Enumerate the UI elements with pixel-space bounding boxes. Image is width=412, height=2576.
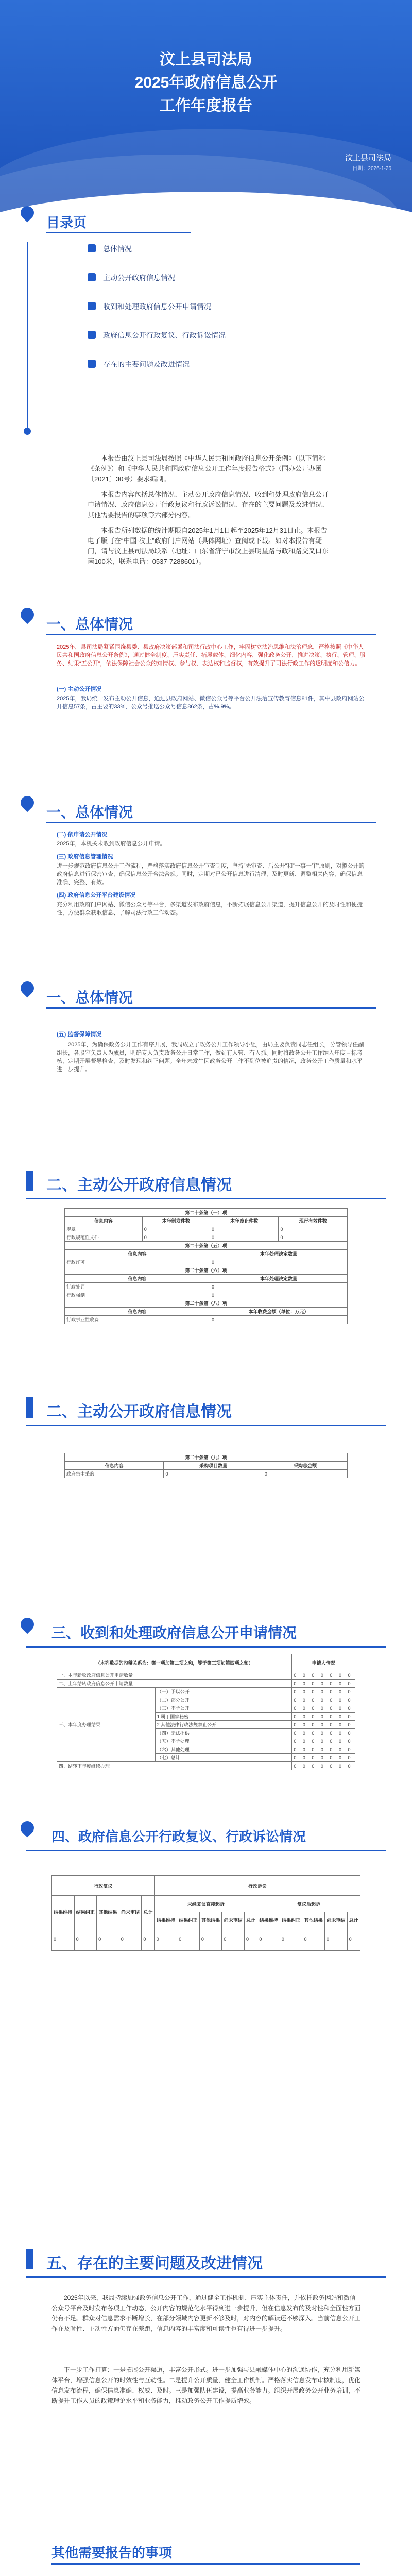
section-1c-text: 2025年，为确保政务公开工作有序开展，我局成立了政务公开工作领导小组，由局主要负责同志任组长，分管领导任副组长，各股室负责人为成员，明确专人负责政务公开日常工作，做到有人管、有人抓。同时将政务公开工作纳入年度目标考核，定期开展督导检查，及时发现和纠正问题。全年未发生因政务公开工作不到位被追责的情况，政务公开工作质量和水平进一步提升。 bbox=[57, 1042, 364, 1073]
table-cell: 0 bbox=[210, 1283, 348, 1291]
table-header: 尚未审结 bbox=[325, 1912, 348, 1928]
section-5-bar bbox=[26, 2249, 33, 2269]
cover-title-2: 2025年政府信息公开 bbox=[134, 74, 278, 91]
section-2b-rule bbox=[26, 1425, 386, 1426]
table-header: 信息内容 bbox=[65, 1217, 143, 1225]
applications-table: （本列数据的勾稽关系为：第一项加第二项之和，等于第三项加第四项之和） 申请人情况 一、本年新收政府信息公开申请数量 0 0 0 0 0 0 0 二、上年结转政府信息公开申请数量 0 0 0 0 0 0 0 三、本年度办理结果 （一）予以公开 0 0 0 0 0 0 0 （二）部分公开 0 0 0 0 0 0 0 （三）不予公开 0 0 0 0 0 0 0 1.属于国家秘密 0 0 0 0 0 0 0 2.其他法律行政法规禁止公开 0 0 0 0 0 0 0 （四）无法提供 0 0 0 0 0 0 0 （五）不予处理 0 0 0 0 0 0 0 （六）其他处理 0 0 0 0 0 0 0 （七）总计 0 0 0 0 0 0 0 四、结转下年度继续办理 0 0 0 0 0 0 0 bbox=[57, 1654, 355, 1770]
section-3-rule bbox=[26, 1646, 386, 1648]
cover-title-3: 工作年度报告 bbox=[160, 97, 252, 114]
table-cell: 1.属于国家秘密 bbox=[155, 1713, 292, 1721]
section-1-red-text: 2025年，县司法局紧紧围绕县委、县政府决策部署和司法行政中心工作，牢固树立法治思维和法治理念，严格按照《中华人民共和国政府信息公开条例》，通过健全制度、压实责任、拓展载体、细化内容，强化政务公开，推进决策、执行、管理、服务、结果“五公开”，依法保障社会公众的知情权、参与权、表达权和监督权，有效提升了司法行政工作的透明度和公信力。 bbox=[57, 644, 366, 667]
section-5-title: 五、存在的主要问题及改进情况 bbox=[46, 2255, 263, 2272]
table-header: 结果维持 bbox=[52, 1896, 75, 1928]
table-cell: 0 bbox=[325, 1928, 348, 1951]
table-cell: 0 bbox=[177, 1928, 200, 1951]
table-caption: 第二十条第（一）项 bbox=[65, 1209, 348, 1217]
table-header: 本年处理决定数量 bbox=[210, 1250, 348, 1258]
table-cell: 0 bbox=[52, 1928, 75, 1951]
toc-item-1[interactable]: 总体情况 bbox=[103, 245, 132, 253]
location-pin-icon bbox=[18, 605, 37, 624]
toc-icon-3 bbox=[88, 302, 96, 310]
table-cell: 二、上年结转政府信息公开申请数量 bbox=[57, 1680, 292, 1688]
section-1b-text-3: 充分利用政府门户网站、微信公众号等平台，多渠道发布政府信息，不断拓展信息公开渠道，提升信息公开的及时性和便捷性，方便群众获取信息、了解司法行政工作动态。 bbox=[57, 902, 363, 916]
table-cell: 0 bbox=[280, 1928, 302, 1951]
table-cell: 0 bbox=[142, 1928, 154, 1951]
section-2-bar bbox=[26, 1171, 33, 1191]
table-cell: 行政处罚 bbox=[65, 1283, 210, 1291]
table-cell: 行政许可 bbox=[65, 1258, 210, 1266]
cover-banner bbox=[0, 0, 412, 227]
intro-paragraph-3: 本报告所列数据的统计期限自2025年1月1日起至2025年12月31日止。本报告电子版可在“中国·汶上”政府门户网站（具体网址）查阅或下载。如对本报告有疑问，请与汶上县司法局联系（地址：山东省济宁市汶上县明星路与政和路交叉口东南100米，联系电话：0537-7288601）。 bbox=[88, 527, 329, 565]
table-20-9 bbox=[64, 1453, 348, 1478]
table-cell: 0 bbox=[142, 1225, 210, 1233]
section-4-table-area bbox=[52, 1875, 360, 1951]
table-cell: 行政强制 bbox=[65, 1291, 210, 1299]
section-1b-text-1: 2025年，本机关未收到政府信息公开申请。 bbox=[57, 841, 166, 847]
table-cell: 0 bbox=[302, 1928, 325, 1951]
section-1b-sub-1: (二) 依申请公开情况 bbox=[57, 832, 108, 838]
toc-icon-5 bbox=[88, 360, 96, 368]
table-cell: 0 bbox=[263, 1470, 347, 1478]
table-header: 结果纠正 bbox=[177, 1912, 200, 1928]
table-cell: 0 bbox=[258, 1928, 280, 1951]
table-header: 本年废止件数 bbox=[210, 1217, 279, 1225]
review-litigation-table bbox=[52, 1875, 360, 1951]
table-cell: （七）总计 bbox=[155, 1754, 292, 1762]
table-header: 总计 bbox=[142, 1896, 154, 1928]
toc-rule bbox=[46, 232, 191, 233]
table-cell: 规章 bbox=[65, 1225, 143, 1233]
table-cell: 0 bbox=[154, 1928, 177, 1951]
table-cell: 0 bbox=[279, 1233, 348, 1242]
cover-org: 汶上县司法局 bbox=[345, 154, 391, 162]
section-1c-sub: (五) 监督保障情况 bbox=[57, 1031, 102, 1038]
section-4-title: 四、政府信息公开行政复议、行政诉讼情况 bbox=[52, 1829, 306, 1844]
table-header: 未经复议直接起诉 bbox=[154, 1896, 258, 1912]
table-cell: 0 bbox=[164, 1470, 263, 1478]
table-cell: （二）部分公开 bbox=[155, 1696, 292, 1704]
table-cell: （一）予以公开 bbox=[155, 1688, 292, 1696]
table-header: 结果纠正 bbox=[74, 1896, 97, 1928]
table-header: 其他结果 bbox=[302, 1912, 325, 1928]
toc-item-5[interactable]: 存在的主要问题及改进情况 bbox=[103, 360, 190, 368]
table-caption: 第二十条第（八）项 bbox=[65, 1299, 348, 1308]
section-3-table-area bbox=[57, 1654, 355, 1770]
intro-paragraph-2: 本报告内容包括总体情况、主动公开政府信息情况、收到和处理政府信息公开申请情况、政府信息公开行政复议和行政诉讼情况、存在的主要问题及改进情况、其他需要报告的事项等六部分内容。 bbox=[88, 490, 329, 519]
section-1c-title: 一、总体情况 bbox=[46, 990, 133, 1006]
table-cell: 一、本年新收政府信息公开申请数量 bbox=[57, 1671, 292, 1680]
section-2b-title: 二、主动公开政府信息情况 bbox=[46, 1403, 232, 1420]
table-header: 本年收费金额（单位：万元） bbox=[210, 1308, 348, 1316]
table-cell: 0 bbox=[279, 1225, 348, 1233]
table-header: 行政诉讼 bbox=[154, 1876, 360, 1896]
table-cell: 0 bbox=[210, 1258, 348, 1266]
section-2-table-area bbox=[64, 1208, 348, 1324]
table-header: 采购总金额 bbox=[263, 1462, 347, 1470]
table-header: 申请人情况 bbox=[292, 1654, 355, 1671]
table-cell: 三、本年度办理结果 bbox=[57, 1688, 156, 1762]
toc-icon-1 bbox=[88, 244, 96, 252]
toc-heading: 目录页 bbox=[46, 215, 87, 230]
section-2b-bar bbox=[26, 1397, 33, 1418]
table-cell: （六）其他处理 bbox=[155, 1745, 292, 1754]
toc-sidebar-line bbox=[27, 242, 28, 428]
location-pin-icon bbox=[18, 1819, 37, 1838]
section-1b-sub-3: (四) 政府信息公开平台建设情况 bbox=[57, 892, 136, 899]
table-header: 采购项目数量 bbox=[164, 1462, 263, 1470]
table-header: 信息内容 bbox=[65, 1462, 164, 1470]
section-5-paragraph-2: 下一步工作打算：一是拓展公开渠道，丰富公开形式。进一步加强与县融媒体中心的沟通协作，充分利用新媒体平台，增强信息公开的时效性与互动性。二是提升公开质量，健全工作机制。严格落实信息发布审核制度，优化信息发布流程，确保信息准确、权威、及时。三是加强队伍建设，提高业务能力。组织开展政务公开业务培训，不断提升工作人员的政策理论水平和业务能力，推动政务公开工作提质增效。 bbox=[52, 2366, 361, 2404]
table-caption: 第二十条第（五）项 bbox=[65, 1242, 348, 1250]
section-1b-text-2: 进一步规范政府信息公开工作流程，严格落实政府信息公开审查制度，坚持“先审查、后公开”和“一事一审”原则，对拟公开的政府信息进行保密审查，确保信息公开合法合规。同时，定期对已公开信息进行清理，及时更新、调整相关内容，确保信息准确、完整、有效。 bbox=[57, 863, 365, 886]
section-3-title: 三、收到和处理政府信息公开申请情况 bbox=[52, 1625, 297, 1641]
toc-icon-4 bbox=[88, 331, 96, 339]
section-1-blue-text: 2025年，我局统一发布主动公开信息，通过县政府网站、微信公众号等平台公开法治宣传教育信息81件，其中县政府网站公开信息57条，占主要的33%，公众号推送公众号信息862条，占%.9%。 bbox=[57, 696, 365, 710]
table-cell: 0 bbox=[222, 1928, 245, 1951]
toc-item-4[interactable]: 政府信息公开行政复议、行政诉讼情况 bbox=[103, 331, 226, 340]
table-header: 尚未审结 bbox=[119, 1896, 142, 1928]
table-cell: 0 bbox=[142, 1233, 210, 1242]
table-cell: 0 bbox=[210, 1233, 279, 1242]
section-5-paragraph-1: 2025年以来，我局持续加强政务信息公开工作，通过健全工作机制、压实主体责任，并依托政务网站和微信公众号平台及时发布各项工作动态，公开内容的规范化水平得到进一步提升，但在信息发布的及时性和全面性方面仍有不足。群众对信息需求不断增长，在部分领域内容更新不够及时，对内容的解读还不够深入。当前信息公开工作在及时性、主动性方面仍存在差距，信息内容的丰富度和可读性也有待进一步提升。 bbox=[52, 2294, 361, 2332]
table-header: 信息内容 bbox=[65, 1308, 210, 1316]
table-cell: 四、结转下年度继续办理 bbox=[57, 1762, 292, 1770]
toc-icon-2 bbox=[88, 273, 96, 281]
table-header: 总计 bbox=[347, 1912, 360, 1928]
table-cell: 0 bbox=[97, 1928, 119, 1951]
cover-date: 日期：2026-1-26 bbox=[352, 166, 391, 172]
table-20-1 bbox=[64, 1208, 348, 1324]
cover-title-1: 汶上县司法局 bbox=[160, 51, 252, 68]
table-cell: 0 bbox=[210, 1225, 279, 1233]
table-cell: 0 bbox=[244, 1928, 257, 1951]
table-header: 信息内容 bbox=[65, 1275, 210, 1283]
section-1b-title: 一、总体情况 bbox=[46, 804, 133, 820]
location-pin-icon bbox=[18, 1615, 37, 1634]
table-header: 总计 bbox=[244, 1912, 257, 1928]
table-header: 本年制发件数 bbox=[142, 1217, 210, 1225]
table-cell: 0 bbox=[347, 1928, 360, 1951]
section-6-title: 其他需要报告的事项 bbox=[52, 2545, 173, 2561]
table-header: 本年处理决定数量 bbox=[210, 1275, 348, 1283]
section-2-rule bbox=[26, 1198, 386, 1199]
table-cell: 0 bbox=[199, 1928, 222, 1951]
section-1b-sub-2: (三) 政府信息管理情况 bbox=[57, 854, 113, 860]
section-1b-rule bbox=[46, 822, 376, 823]
section-1-rule bbox=[46, 634, 376, 635]
table-cell: 0 bbox=[119, 1928, 142, 1951]
table-cell: （五）不予处理 bbox=[155, 1737, 292, 1745]
location-pin-icon bbox=[18, 979, 37, 998]
table-cell: （三）不予公开 bbox=[155, 1704, 292, 1713]
section-4-rule bbox=[26, 1850, 386, 1851]
table-header: （本列数据的勾稽关系为：第一项加第二项之和，等于第三项加第四项之和） bbox=[57, 1654, 292, 1671]
location-pin-icon bbox=[18, 793, 37, 812]
section-1c-rule bbox=[46, 1007, 376, 1009]
table-cell: 0 bbox=[74, 1928, 97, 1951]
toc-item-3[interactable]: 收到和处理政府信息公开申请情况 bbox=[103, 302, 211, 311]
table-caption: 第二十条第（九）项 bbox=[65, 1453, 348, 1462]
table-header: 尚未审结 bbox=[222, 1912, 245, 1928]
table-caption: 第二十条第（六）项 bbox=[65, 1266, 348, 1275]
section-2b-table-area bbox=[64, 1453, 348, 1478]
table-cell: 行政规范性文件 bbox=[65, 1233, 143, 1242]
table-cell: 2.其他法律行政法规禁止公开 bbox=[155, 1721, 292, 1729]
table-header: 结果纠正 bbox=[280, 1912, 302, 1928]
section-5-rule bbox=[26, 2276, 386, 2278]
table-cell: （四）无法提供 bbox=[155, 1729, 292, 1737]
table-cell: 政府集中采购 bbox=[65, 1470, 164, 1478]
intro-paragraph-1: 本报告由汶上县司法局按照《中华人民共和国政府信息公开条例》（以下简称《条例》）和《中华人民共和国政府信息公开工作年度报告格式》（国办公开办函〔2021〕30号）要求编制。 bbox=[88, 454, 325, 483]
table-header: 结果维持 bbox=[258, 1912, 280, 1928]
table-header: 其他结果 bbox=[97, 1896, 119, 1928]
table-header: 结果维持 bbox=[154, 1912, 177, 1928]
section-2-title: 二、主动公开政府信息情况 bbox=[46, 1177, 232, 1194]
table-cell: 0 bbox=[210, 1291, 348, 1299]
section-1-title: 一、总体情况 bbox=[46, 616, 133, 632]
table-header: 行政复议 bbox=[52, 1876, 155, 1896]
toc-item-2[interactable]: 主动公开政府信息情况 bbox=[103, 274, 175, 282]
table-cell: 行政事业性收费 bbox=[65, 1316, 210, 1324]
table-header: 现行有效件数 bbox=[279, 1217, 348, 1225]
section-6-rule bbox=[52, 2563, 360, 2565]
table-header: 复议后起诉 bbox=[258, 1896, 360, 1912]
table-header: 信息内容 bbox=[65, 1250, 210, 1258]
table-header: 其他结果 bbox=[199, 1912, 222, 1928]
section-1-sub: (一) 主动公开情况 bbox=[57, 686, 102, 692]
table-cell: 0 bbox=[210, 1316, 348, 1324]
toc-sidebar-dot bbox=[24, 428, 31, 435]
